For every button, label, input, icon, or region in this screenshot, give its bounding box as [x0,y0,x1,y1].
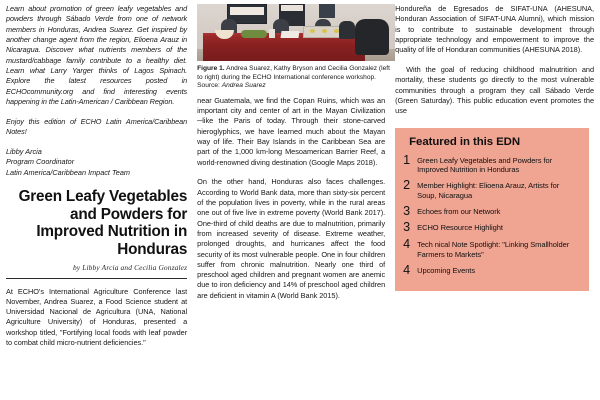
article-byline: by Libby Arcia and Cecilia Gonzalez [72,262,188,272]
signature-role: Program Coordinator [6,157,75,167]
left-column [6,4,195,400]
photo-cup [269,29,275,38]
list-item[interactable] [403,236,579,259]
article-title: Green Leafy Vegetables and Powders for Improved Nutrition in Honduras [18,188,188,258]
featured-item-label: Member Highlight: Elioena Arauz, Artists for Soup, Nicaragua [417,181,560,200]
signature-team: Latin America/Caribbean Impact Team [6,167,130,177]
featured-in-this-edn-box [395,128,589,292]
figure-caption [197,65,395,91]
photo-chair-back [339,21,355,39]
figure-1 [197,4,395,91]
featured-item-number: 4 [403,262,411,277]
middle-paragraph-2: On the other hand, Honduras also faces challenges. According to World Bank data, more than sixty-six percent of the population lives in poverty, while in the rural areas one out of five live in extreme poverty (World Bank 2017). One-third of child deaths are due to malnutrition, primarily from increased severity of disease. Extreme weather, prolonged droughts, and hurricanes affect the food security of its most vulnerable people. One in four children suffer from chronic malnutrition. Nearly one third of preschool aged children and pregnant women are anemic due to iron deficiency and 14% of preschool aged children are deficient in vitamin A (World Bank 2015). [197,177,386,300]
photo-office-chair [355,19,389,55]
featured-item-number: 3 [403,203,411,218]
featured-item-label: ECHO Resource Highlight [417,223,503,233]
intro-paragraph-1: Learn about promotion of green leafy vegetables and powders through Sábado Verde from one of network members in Honduras, Andrea Suarez. Get inspired by another change agent from the region, Elioena Arauz in Nicaragua. Discover what nutrients members of the mustard/cabbage family contribute to a healthy diet. Learn what Larry Yarger thinks of Lagos Spinach. Explore the latest resources posted in ECHOcommunity.org and find interesting events happening in the Latin-American / Caribbean Region. [6,4,188,107]
list-item[interactable] [403,262,579,277]
list-item[interactable] [403,152,579,175]
right-paragraph-1: Hondureña de Egresados de SIFAT-UNA (AHESUNA, Honduran Association of SIFAT-UNA Alumni), which mission is to contribute to sustainable development through appropriate technology and empowerment to improve the quality of life of Honduran communities (AHESUNA 2018). [395,4,594,55]
featured-item-number: 2 [403,178,411,193]
middle-column [195,4,393,400]
featured-item-number: 1 [403,152,411,167]
featured-item-number: 3 [403,220,411,235]
right-column [393,4,594,400]
list-item[interactable] [403,222,579,233]
featured-item-label: Green Leafy Vegetables and Powders for Improved Nutrition in Honduras [417,155,553,175]
featured-item-label: Upcoming Events [417,265,476,275]
featured-item-number: 4 [403,236,411,251]
signature-name: Libby Arcia [6,147,42,157]
photo-green-leaves [241,30,267,38]
title-divider [6,278,187,279]
featured-item-label: Echoes from our Network [417,206,501,216]
workshop-table-photo [197,4,395,61]
photo-poster-board-right [319,4,335,18]
featured-item-label: Tech nical Note Spotlight: "Linking Smallholder Farmers to Markets" [417,239,570,259]
list-item[interactable] [403,203,579,218]
featured-item-list [403,152,579,277]
figure-caption-text: Andrea Suarez, Kathy Bryson and Cecilia Gonzalez (left to right) during the ECHO International conference workshop. Source: [197,65,390,90]
figure-label: Figure 1. [197,65,225,72]
right-paragraph-2: With the goal of reducing childhood malnutrition and mortality, these students go directly to the most vulnerable communities through a program they call Sábado Verde (Green Saturday). This public education event promotes the use [395,65,594,116]
featured-box-title: Featured in this EDN [409,135,521,148]
list-item[interactable] [403,180,579,200]
signature-block [6,147,187,178]
middle-paragraph-1: near Guatemala, we find the Copan Ruins, which was an important city and center of art in the Mayan Civilization ─like the Paris of today. Through their stone-carved hieroglyphics, we have learned much about the Mayan way of life. Their Bay Islands in the Caribbean Sea are part of the 1,000 km-long Mesoamerican Barrier Reef, a world-renowned diving destination (Google Maps 2018). [197,95,386,167]
intro-paragraph-2: Enjoy this edition of ECHO Latin America/Caribbean Notes! [6,116,188,137]
photo-paper [281,31,300,38]
figure-source: Andrea Suarez [221,82,266,90]
article-opening-paragraph: At ECHO's International Agriculture Conference last November, Andrea Suarez, a Food Science student at Universidad Nacional de Agricultura (UNA, National Agriculture University) of Honduras, presented a workshop titled, "Fortifying local foods with leaf powder to combat child micro-nutrient deficiencies." [6,286,188,348]
